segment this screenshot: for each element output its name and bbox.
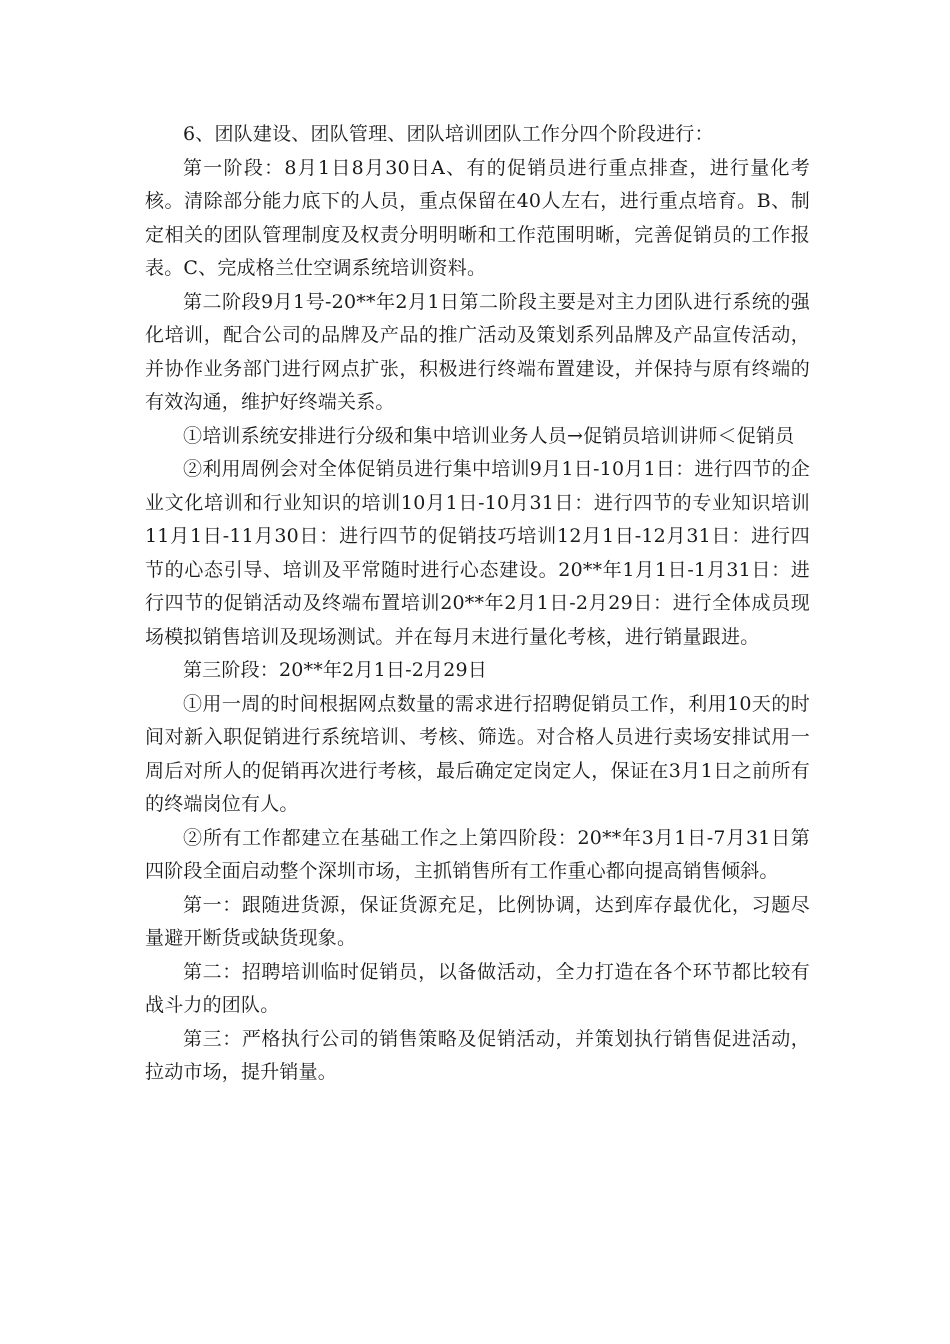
paragraph-phase-four: ②所有工作都建立在基础工作之上第四阶段：20**年3月1日-7月31日第四阶段全面启动整个深圳市场，主抓销售所有工作重心都向提高销售倾斜。: [145, 826, 810, 882]
paragraph-recruitment: ①用一周的时间根据网点数量的需求进行招聘促销员工作，利用10天的时间对新入职促销进行系统培训、考核、筛选。对合格人员进行卖场安排试用一周后对所人的促销再次进行考核，最后确定定岗定人，保证在3月1日之前所有的终端岗位有人。: [145, 692, 810, 815]
paragraph-training-system: ①培训系统安排进行分级和集中培训业务人员→促销员培训讲师＜促销员: [183, 424, 795, 447]
paragraph-point-one: 第一：跟随进货源，保证货源充足，比例协调，达到库存最优化，习题尽量避开断货或缺货现象。: [145, 893, 810, 949]
paragraph-point-three: 第三：严格执行公司的销售策略及促销活动，并策划执行销售促进活动，拉动市场，提升销量。: [145, 1027, 810, 1083]
paragraph-phase-three: 第三阶段：20**年2月1日-2月29日: [183, 659, 488, 681]
paragraph-point-two: 第二：招聘培训临时促销员，以备做活动，全力打造在各个环节都比较有战斗力的团队。: [145, 960, 810, 1016]
paragraph-phase-two: 第二阶段9月1号-20**年2月1日第二阶段主要是对主力团队进行系统的强化培训，配合公司的品牌及产品的推广活动及策划系列品牌及产品宣传活动，并协作业务部门进行网点扩张，积极进行终端布置建设，并保持与原有终端的有效沟通，维护好终端关系。: [145, 290, 810, 413]
paragraph-phase-one: 第一阶段：8月1日8月30日A、有的促销员进行重点排查，进行量化考核。清除部分能力底下的人员，重点保留在40人左右，进行重点培育。B、制定相关的团队管理制度及权责分明明晰和工作范围明晰，完善促销员的工作报表。C、完成格兰仕空调系统培训资料。: [145, 156, 810, 279]
document-body: [145, 118, 810, 1090]
paragraph-weekly-training: ②利用周例会对全体促销员进行集中培训9月1日-10月1日：进行四节的企业文化培训和行业知识的培训10月1日-10月31日：进行四节的专业知识培训11月1日-11月30日：进行四节的促销技巧培训12月1日-12月31日：进行四节的心态引导、培训及平常随时进行心态建设。20**年1月1日-1月31日：进行四节的促销活动及终端布置培训20**年2月1日-2月29日：进行全体成员现场模拟销售培训及现场测试。并在每月末进行量化考核，进行销量跟进。: [145, 458, 810, 648]
paragraph-team-building-heading: 6、团队建设、团队管理、团队培训团队工作分四个阶段进行：: [183, 123, 714, 145]
